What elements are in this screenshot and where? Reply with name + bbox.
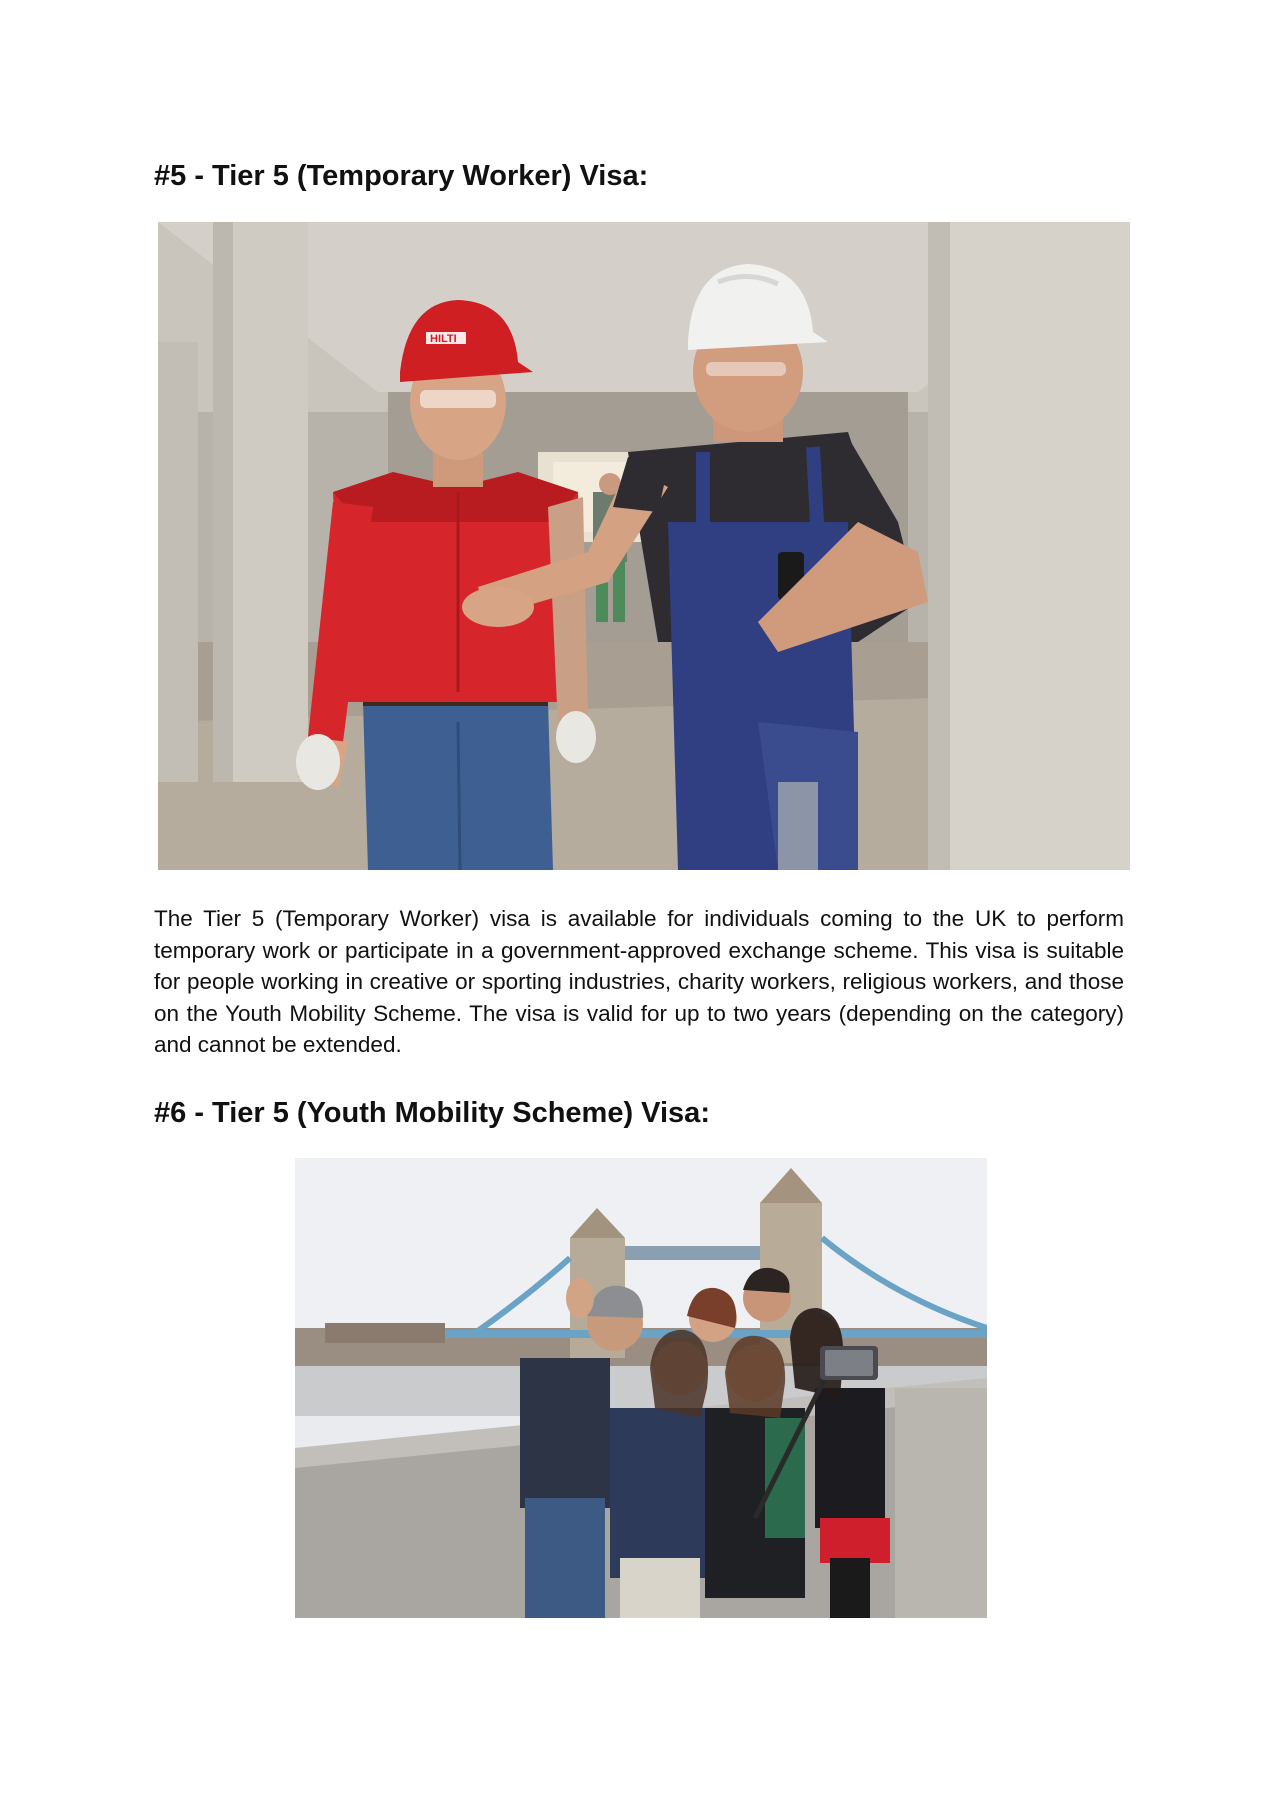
section-5-heading: #5 - Tier 5 (Temporary Worker) Visa: xyxy=(154,160,649,192)
group-selfie-tower-bridge-photo xyxy=(295,1158,987,1618)
section-6-heading: #6 - Tier 5 (Youth Mobility Scheme) Visa: xyxy=(154,1097,710,1129)
construction-workers-photo xyxy=(158,222,1130,870)
svg-text:HILTI: HILTI xyxy=(430,333,457,345)
section-5-paragraph: The Tier 5 (Temporary Worker) visa is available for individuals coming to the UK to perform temporary work or participate in a government-approved exchange scheme. This visa is suitable for people working in creative or sporting industries, charity workers, religious workers, and those on the Youth Mobility Scheme. The visa is valid for up to two years (depending on the category) and cannot be extended. xyxy=(154,906,1124,1057)
